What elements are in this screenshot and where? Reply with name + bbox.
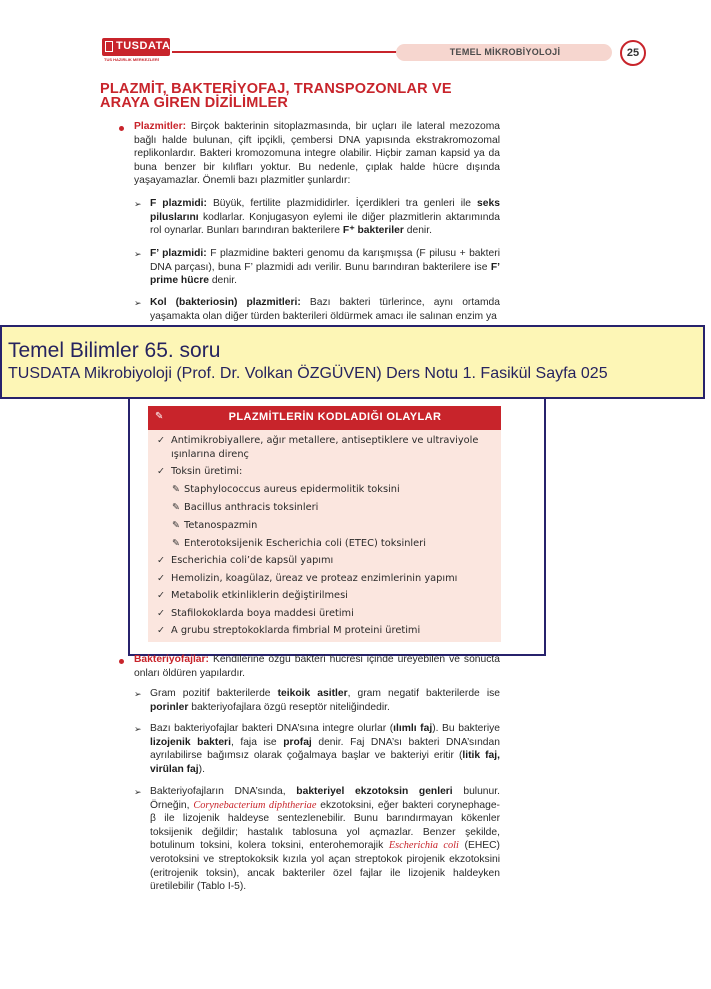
section-title: TEMEL MİKROBİYOLOJİ	[449, 47, 561, 57]
tusdata-logo	[102, 38, 172, 64]
faj-p2-c: ). Bu bakteriye	[432, 723, 501, 734]
box-item: ışınlarına direnç	[171, 449, 249, 460]
check-icon: ✓	[157, 466, 165, 477]
check-icon: ✓	[157, 590, 165, 601]
f-plazmid-text-2: kodlarlar. Konjugasyon eylemi ile diğer plazmitlerin aktarımında rol oynarlar. Bunları barındıran bakterilere	[150, 211, 500, 237]
header-rule	[172, 51, 402, 53]
highlight-frame	[128, 397, 546, 656]
faj-p3-species-1: Corynebacterium diphtheriae	[193, 799, 317, 811]
kol-plazmid-label: Kol (bakteriosin) plazmitleri:	[150, 297, 301, 308]
fp-plazmid-label: F’ plazmidi:	[150, 248, 207, 259]
logo-building-icon	[105, 41, 113, 52]
arrow-icon: ➢	[134, 724, 142, 734]
box-subitem: Enterotoksijenik Escherichia coli (ETEC) toksinleri	[184, 538, 426, 549]
arrow-icon: ➢	[134, 689, 142, 699]
box-subitem: Tetanospazmin	[184, 520, 258, 531]
arrow-icon: ➢	[134, 298, 142, 308]
faj-p1-c: , gram negatif bakterilerde ise	[347, 688, 500, 699]
pencil-bullet-icon: ✎	[172, 538, 180, 549]
faj-p2-f: profaj	[283, 736, 312, 748]
f-plazmid-text-1: Büyük, fertilite plazmididirler. İçerdikleri tra genleri ile	[212, 198, 472, 209]
fp-plazmid-paragraph	[150, 247, 500, 288]
banner-title: Temel Bilimler 65. soru	[8, 339, 221, 362]
faj-p2-h: litik faj, virülan faj	[150, 750, 500, 775]
faj-p1-b: teikoik asitler	[277, 688, 348, 699]
pencil-bullet-icon: ✎	[172, 484, 180, 495]
faj-p2-g: denir. Faj DNA’sı bakteri DNA’sından ayrılabilirse bağımsız olarak çoğalmaya başlar ve bakteriyi eritir (	[150, 736, 500, 762]
kol-plazmid-paragraph	[150, 296, 500, 324]
faj-point-2	[150, 722, 500, 776]
pencil-icon: ✎	[155, 411, 164, 422]
plazmit-label: Plazmitler:	[134, 121, 187, 132]
check-icon: ✓	[157, 435, 165, 446]
box-item: Escherichia coli’de kapsül yapımı	[171, 555, 334, 566]
fp-plazmid-bold: F’ prime hücre	[150, 261, 500, 287]
arrow-icon: ➢	[134, 787, 142, 797]
faj-p2-d: lizojenik bakteri	[150, 736, 231, 748]
box-item: Metabolik etkinliklerin değiştirilmesi	[171, 590, 348, 601]
fp-plazmid-text: F plazmidine bakteri genomu da karışmışsa (F pilusu + bakteri DNA parçası), buna F’ plazmidi adı verilir. Bunu barındıran bakterilere ise	[150, 248, 500, 273]
faj-p2-a: Bazı bakteriyofajlar bakteri DNA’sına integre olurlar (	[150, 723, 394, 734]
check-icon: ✓	[157, 625, 165, 636]
pencil-bullet-icon: ✎	[172, 502, 180, 513]
f-plazmid-label: F plazmidi:	[150, 198, 207, 209]
box-item: Hemolizin, koagülaz, üreaz ve proteaz enzimlerinin yapımı	[171, 573, 458, 584]
faj-p3-c: bulunur. Örneğin,	[150, 786, 500, 811]
faj-p2-e: , faja ise	[230, 736, 277, 748]
box-subitem: Staphylococcus aureus epidermolitik toksini	[184, 484, 400, 495]
banner-source: TUSDATA Mikrobiyoloji (Prof. Dr. Volkan ÖZGÜVEN) Ders Notu 1. Fasikül Sayfa 025	[8, 365, 608, 382]
pencil-bullet-icon: ✎	[172, 520, 180, 531]
fp-plazmid-text-2: denir.	[211, 275, 238, 287]
box-item: Stafilokoklarda boya maddesi üretimi	[171, 608, 354, 619]
faj-p1-e: bakteriyofajlara özgü reseptör niteliğindedir.	[191, 701, 390, 713]
box-item: A grubu streptokoklarda fimbrial M proteini üretimi	[171, 625, 421, 636]
faj-p3-g: (EHEC) verotoksini ve streptokoksik kızıla yol açan streptokok pirojenik ekzotoksini (eritrojenik toksin), ancak bakteriler özel fajlar ile lizojenik haldeyken üretilebilir (Tablo I-5).	[150, 840, 500, 893]
faj-label: Bakteriyofajlar:	[134, 654, 209, 665]
logo-text: TUSDATA	[116, 40, 171, 52]
arrow-icon: ➢	[134, 199, 142, 209]
faj-point-3	[150, 785, 500, 894]
logo-subtitle: TUS HAZIRLIK MERKEZLERİ	[104, 57, 159, 62]
f-plazmid-paragraph	[150, 197, 500, 238]
page-title	[100, 82, 500, 110]
info-box-title: PLAZMİTLERİN KODLADIĞI OLAYLAR	[228, 411, 442, 423]
bullet-plazmit	[119, 126, 124, 131]
faj-p3-a: Bakteriyofajların DNA’sında,	[150, 786, 286, 797]
check-icon: ✓	[157, 573, 165, 584]
page-title-line-2: ARAYA GİREN DİZİLİMLER	[100, 95, 289, 111]
faj-p2-b: ılımlı faj	[393, 723, 433, 734]
page-number: 25	[620, 40, 646, 66]
check-icon: ✓	[157, 608, 165, 619]
arrow-icon: ➢	[134, 249, 142, 259]
plazmit-text: Birçok bakterinin sitoplazmasında, bir uçları ile lateral mezozoma bağlı halde bulunan, çift ipçikli, çembersi DNA yapısında ekstrakromozomal replikonlardır. Bakteri kromozomuna integre olabilir. Hiçbir zaman kapsid ya da buna benzer bir kılıfları yoktur. Bu nedenle, çıplak halde hücre dışında yaşayamazlar. Önemli bazı plazmitler şunlardır:	[134, 121, 500, 187]
faj-p3-species-2: Escherichia coli	[388, 840, 459, 852]
faj-point-1	[150, 687, 500, 714]
faj-p3-e: ekzotoksini, eğer bakteri corynephage-β ile lizojenik haldeyse sentezlenebilir. Bunu barındırmayan kökenler toksijenik değildir; hastalık tablosuna yol açmazlar. Benzer şekilde, botulinum toksini, kolera toksini, enterohemorajik	[150, 799, 500, 852]
box-item: Antimikrobiyallere, ağır metallere, antiseptiklere ve ultraviyole	[171, 435, 479, 446]
kol-plazmid-text: Bazı bakteri türlerince, aynı ortamda yaşamakta olan diğer türden bakterileri öldürmek amacı ile salınan enzim ya	[150, 297, 500, 322]
faj-text: Kendilerine özgü bakteri hücresi içinde üreyebilen ve sonucta onları öldüren yapılardır.	[134, 654, 500, 679]
page-title-line-1: PLAZMİT, BAKTERİYOFAJ, TRANSPOZONLAR VE	[100, 81, 452, 97]
check-icon: ✓	[157, 555, 165, 566]
faj-p2-i: ).	[198, 763, 205, 775]
f-plazmid-text-3: denir.	[406, 225, 432, 237]
bullet-faj	[119, 659, 124, 664]
f-plazmid-bold-2: F⁺ bakteriler	[342, 225, 404, 237]
f-plazmid-bold-1: seks piluslarını	[150, 198, 500, 223]
faj-p3-b: bakteriyel ekzotoksin genleri	[296, 786, 453, 797]
faj-p1-a: Gram pozitif bakterilerde	[150, 688, 271, 699]
faj-paragraph	[134, 653, 500, 680]
box-item: Toksin üretimi:	[171, 466, 243, 477]
box-subitem: Bacillus anthracis toksinleri	[184, 502, 319, 513]
faj-p1-d: porinler	[150, 701, 189, 713]
plazmit-paragraph	[134, 120, 500, 188]
